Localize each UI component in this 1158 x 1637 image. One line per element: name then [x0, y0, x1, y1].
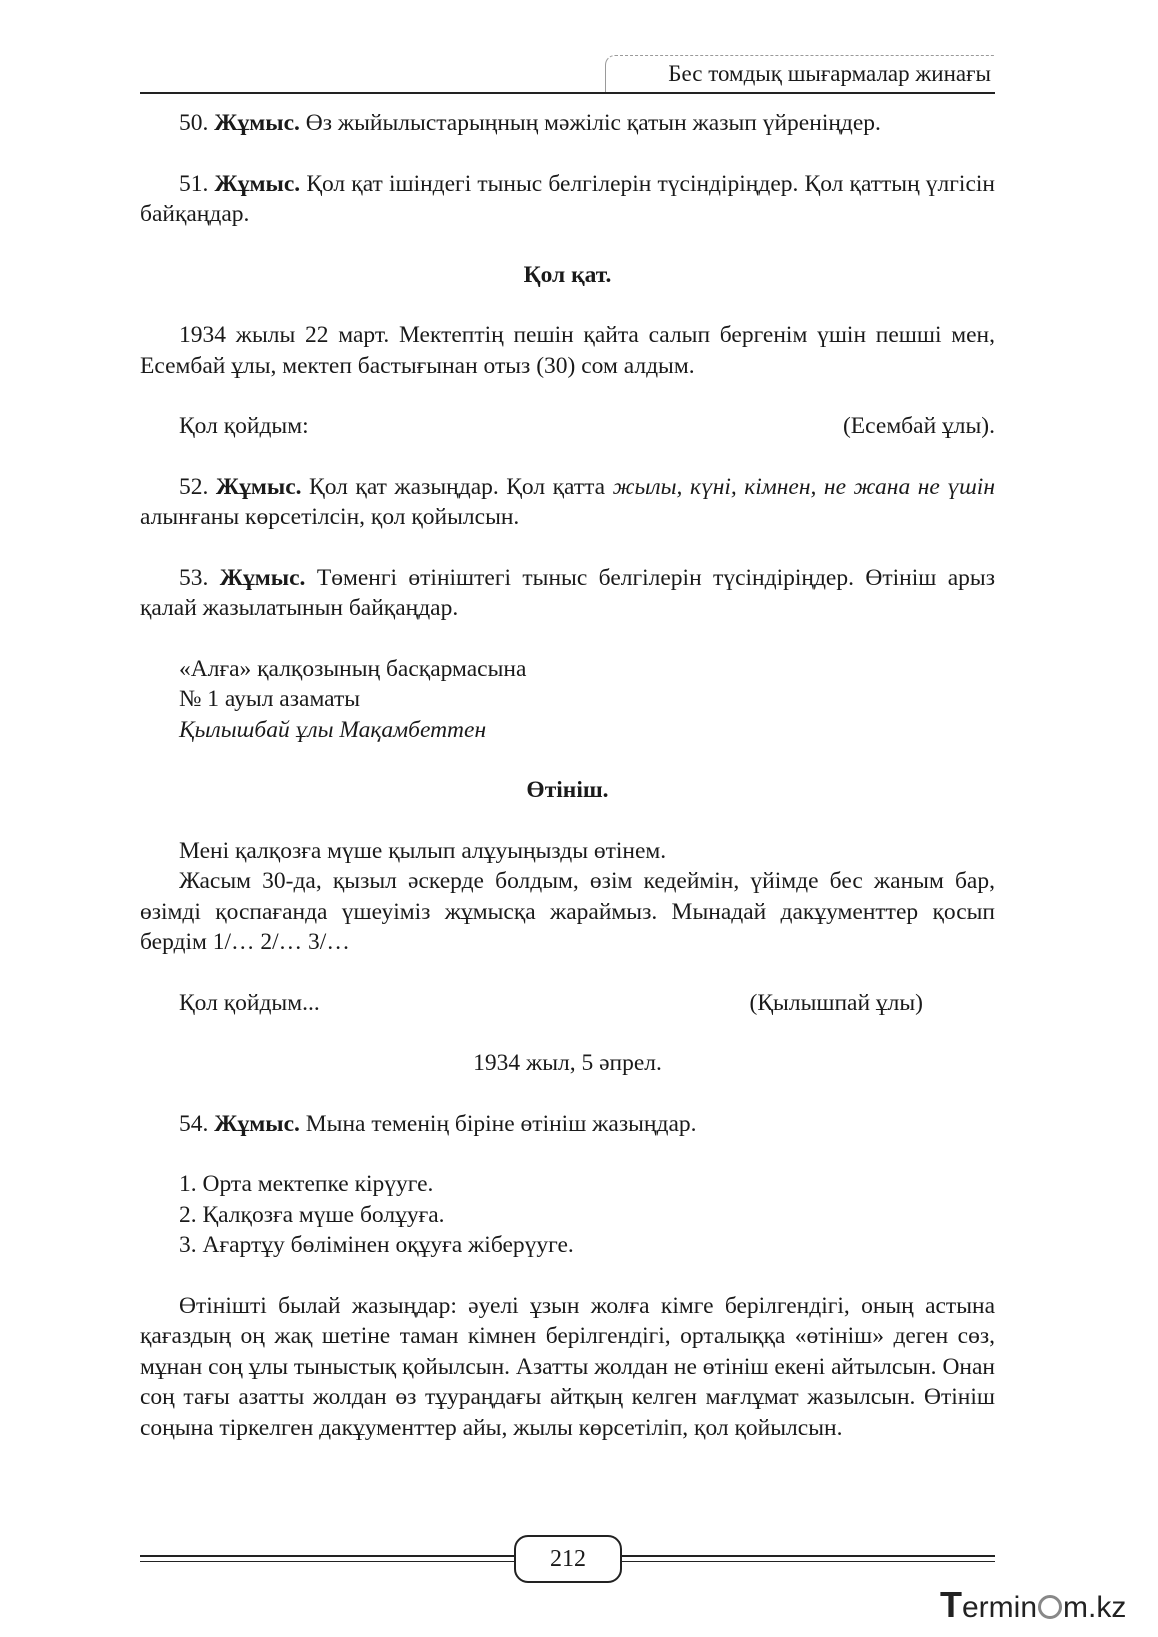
- exercise-53: [140, 563, 995, 624]
- application-body-2: Жасым 30-да, қызыл әскерде болдым, өзім кедеймін, үйімде бес жаным бар, өзімді қоспағанда үшеуіміз жұмысқа жараймыз. Мынадай дакұументтер қосып бердім 1/… 2/… 3/…: [140, 868, 995, 955]
- exercise-label: Жұмыс.: [214, 1110, 300, 1137]
- exercise-text: Мына теменің біріне өтініш жазыңдар.: [299, 1110, 697, 1137]
- running-header: [605, 55, 995, 91]
- exercise-text-end: алынғаны көрсетілсін, қол қойылсын.: [140, 504, 520, 530]
- exercise-number: 52.: [179, 473, 209, 500]
- exercise-text: Өз жыйылыстарыңның мәжіліс қатын жазып үйреніңдер.: [299, 110, 881, 136]
- exercise-label: Жұмыс.: [215, 473, 302, 500]
- list-item: 3. Ағартұу бөлімінен оқұуға жіберүуге.: [179, 1232, 574, 1258]
- exercise-label: Жұмыс.: [214, 110, 300, 136]
- list-item: 1. Орта мектепке кірүуге.: [179, 1171, 434, 1197]
- application-from-name-line: [140, 715, 995, 746]
- application-from-name: Қылышбай ұлы Мақамбеттен: [179, 716, 487, 743]
- signature-label: Қол қойдым:: [179, 413, 309, 439]
- exercise-text: Төменгі өтініштегі тыныс белгілерін түсіндіріңдер. Өтініш арыз қалай жазылатынын байқаңдар.: [140, 564, 995, 621]
- exercise-label: Жұмыс.: [219, 564, 306, 591]
- list-item: 2. Қалқозға мүше болұуға.: [179, 1201, 445, 1228]
- header-rule: [140, 92, 995, 94]
- watermark-text-1: ermin: [962, 1591, 1038, 1624]
- watermark-logo: [940, 1583, 1145, 1627]
- application-date: 1934 жыл, 5 әпрел.: [473, 1050, 662, 1076]
- watermark-text-2: m.kz: [1063, 1591, 1127, 1624]
- application-addressee: «Алға» қалқозының басқармасына: [179, 655, 527, 682]
- exercise-number: 53.: [179, 564, 209, 591]
- application-address-block: [140, 654, 995, 746]
- exercise-54-instructions: Өтінішті былай жазыңдар: әуелі ұзын жолға кімге берілгендігі, оның астына қағаздың оң жақ шетіне таман кімнен берілгендігі, орталыққа «өтініш» деген сөз, мұнан соң ұлы тыныстық қойылсын. Азатты жолдан не өтініш екені айтылсын. Онан соң тағы азатты жолдан өз тұураңдағы айтқың келген мағлұмат жазылсын. Өтініш соңына тіркелген дакұументтер айы, жылы көрсетіліп, қол қойылсын.: [140, 1292, 995, 1441]
- page-number: 212: [514, 1535, 622, 1583]
- watermark-letter: T: [940, 1584, 962, 1625]
- application-from-line: № 1 ауыл азаматы: [179, 686, 361, 712]
- page-content: [140, 108, 995, 1443]
- application-signature: [140, 988, 995, 1019]
- exercise-51: [140, 169, 995, 230]
- signature-label: Қол қойдым...: [179, 989, 320, 1016]
- signature-name: (Есембай ұлы).: [842, 413, 995, 439]
- application-body-1: Мені қалқозға мүше қылып алұуыңызды өтінем.: [179, 837, 667, 864]
- application-body: [140, 836, 995, 958]
- magnifier-icon: [1038, 1595, 1062, 1619]
- signature-name: (Қылышпай ұлы): [749, 989, 923, 1016]
- receipt-body: 1934 жылы 22 март. Мектептің пешін қайта салып бергенім үшін пешші мен, Есембай ұлы, мектеп бастығынан отыз (30) сом алдым.: [140, 322, 995, 379]
- application-title: Өтініш.: [526, 777, 609, 803]
- running-title: Бес томдық шығармалар жинағы: [668, 61, 991, 86]
- receipt-signature: [140, 411, 995, 442]
- exercise-italic-text: жылы, күні, кімнен, не жана не үшін: [612, 473, 995, 500]
- exercise-50: [140, 108, 995, 139]
- exercise-54-list: [140, 1169, 995, 1261]
- exercise-54: [140, 1109, 995, 1140]
- exercise-number: 54.: [179, 1110, 209, 1137]
- page-footer: [140, 1535, 995, 1585]
- exercise-text: Қол қат ішіндегі тыныс белгілерін түсіндіріңдер. Қол қаттың үлгісін байқаңдар.: [140, 170, 995, 227]
- receipt-title: Қол қат.: [523, 261, 612, 288]
- exercise-52: [140, 472, 995, 533]
- exercise-label: Жұмыс.: [214, 170, 301, 197]
- exercise-number: 51.: [179, 170, 209, 197]
- exercise-number: 50.: [179, 110, 209, 136]
- exercise-text: Қол қат жазыңдар. Қол қатта: [301, 473, 613, 500]
